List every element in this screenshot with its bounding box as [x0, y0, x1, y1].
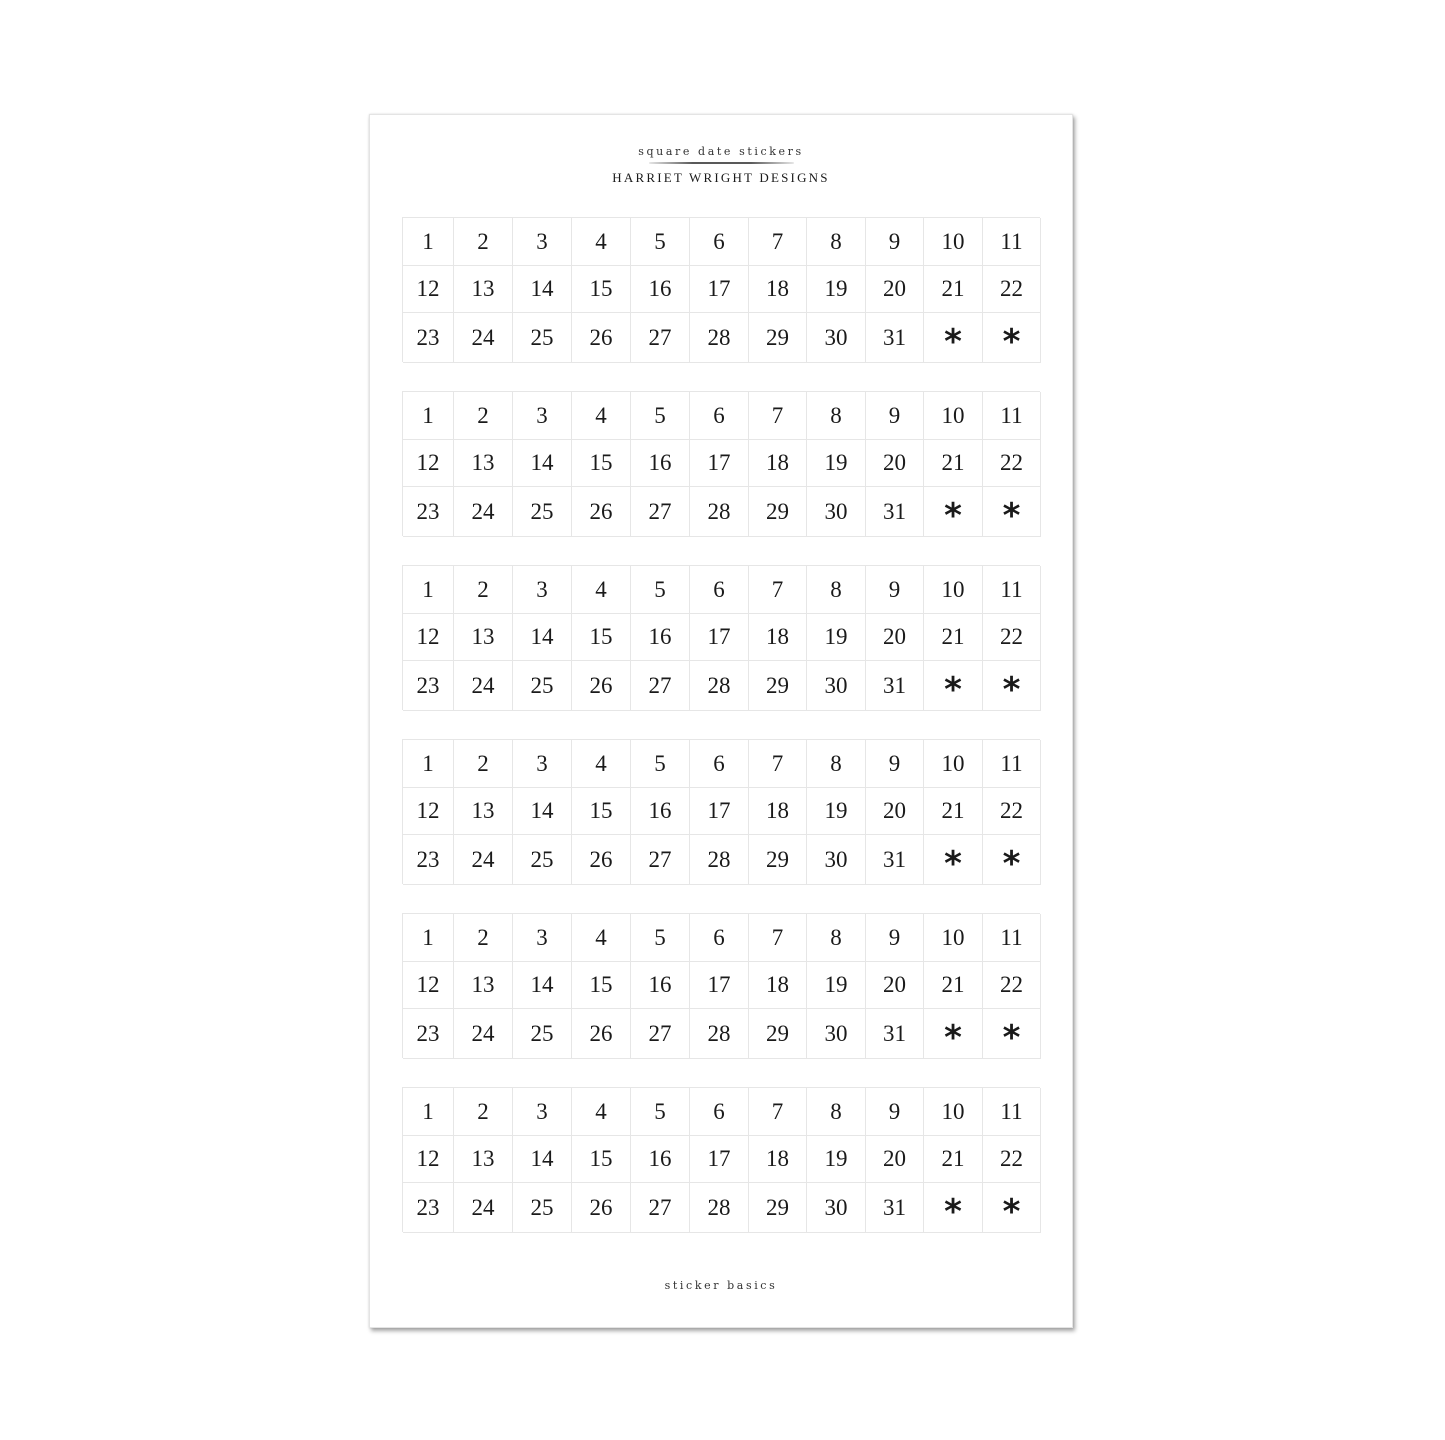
date-sticker: 24: [454, 313, 513, 363]
date-sticker: 12: [403, 1136, 454, 1183]
date-sticker: 29: [749, 661, 807, 711]
date-sticker: 8: [807, 392, 866, 440]
date-sticker: 8: [807, 914, 866, 962]
date-sticker: 26: [572, 661, 631, 711]
date-sticker: 10: [924, 740, 983, 788]
date-sticker: 21: [924, 266, 983, 313]
date-sticker: 4: [572, 392, 631, 440]
date-sticker: 19: [807, 1136, 866, 1183]
date-sticker: 13: [454, 962, 513, 1009]
date-sticker: 26: [572, 835, 631, 885]
date-sticker: 9: [866, 1088, 924, 1136]
date-sticker: 14: [513, 788, 572, 835]
date-sticker: 3: [513, 566, 572, 614]
brand-name: HARRIET WRIGHT DESIGNS: [612, 170, 830, 185]
date-sticker: 17: [690, 1136, 749, 1183]
date-sticker: 31: [866, 1183, 924, 1233]
date-sticker: 20: [866, 614, 924, 661]
date-sticker: 17: [690, 962, 749, 1009]
date-sticker-block: [402, 565, 1040, 710]
date-sticker: 25: [513, 835, 572, 885]
date-sticker: 20: [866, 1136, 924, 1183]
date-sticker-block: [402, 739, 1040, 884]
date-sticker: 12: [403, 614, 454, 661]
date-sticker: 16: [631, 614, 690, 661]
date-sticker: 4: [572, 740, 631, 788]
date-sticker: 26: [572, 313, 631, 363]
date-sticker: 26: [572, 487, 631, 537]
date-sticker: 6: [690, 218, 749, 266]
date-sticker: 5: [631, 392, 690, 440]
date-sticker: 28: [690, 661, 749, 711]
date-sticker: 3: [513, 914, 572, 962]
date-sticker: 1: [403, 566, 454, 614]
date-sticker: 28: [690, 487, 749, 537]
asterisk-sticker: *: [983, 835, 1041, 885]
date-sticker: 31: [866, 835, 924, 885]
date-sticker: 3: [513, 1088, 572, 1136]
date-sticker: 31: [866, 487, 924, 537]
asterisk-sticker: *: [924, 1183, 983, 1233]
date-sticker: 7: [749, 914, 807, 962]
date-sticker: 30: [807, 1183, 866, 1233]
date-sticker: 1: [403, 914, 454, 962]
date-sticker: 15: [572, 788, 631, 835]
date-sticker: 14: [513, 1136, 572, 1183]
date-sticker: 31: [866, 1009, 924, 1059]
date-sticker: 20: [866, 440, 924, 487]
date-sticker: 3: [513, 218, 572, 266]
date-sticker: 17: [690, 266, 749, 313]
date-sticker: 12: [403, 962, 454, 1009]
date-sticker-block: [402, 217, 1040, 362]
date-sticker: 4: [572, 914, 631, 962]
date-sticker: 7: [749, 740, 807, 788]
date-sticker-block: [402, 913, 1040, 1058]
date-sticker: 13: [454, 1136, 513, 1183]
asterisk-sticker: *: [924, 313, 983, 363]
date-sticker: 17: [690, 614, 749, 661]
date-sticker: 14: [513, 962, 572, 1009]
date-sticker: 2: [454, 914, 513, 962]
date-sticker: 20: [866, 788, 924, 835]
date-sticker: 15: [572, 962, 631, 1009]
date-sticker: 14: [513, 440, 572, 487]
date-sticker: 6: [690, 566, 749, 614]
date-sticker: 26: [572, 1009, 631, 1059]
date-sticker: 31: [866, 661, 924, 711]
asterisk-sticker: *: [924, 661, 983, 711]
sheet-subtitle: square date stickers: [638, 145, 804, 158]
date-sticker: 29: [749, 835, 807, 885]
date-sticker: 25: [513, 1009, 572, 1059]
date-sticker: 9: [866, 566, 924, 614]
date-sticker: 25: [513, 661, 572, 711]
date-sticker: 10: [924, 392, 983, 440]
date-sticker: 12: [403, 266, 454, 313]
date-sticker: 11: [983, 218, 1041, 266]
date-sticker: 13: [454, 614, 513, 661]
date-sticker: 6: [690, 1088, 749, 1136]
date-sticker: 4: [572, 566, 631, 614]
date-sticker: 29: [749, 1009, 807, 1059]
asterisk-sticker: *: [983, 1183, 1041, 1233]
date-sticker: 17: [690, 788, 749, 835]
asterisk-sticker: *: [983, 661, 1041, 711]
date-sticker: 23: [403, 1183, 454, 1233]
date-sticker: 15: [572, 614, 631, 661]
asterisk-sticker: *: [983, 487, 1041, 537]
date-sticker: 15: [572, 440, 631, 487]
date-sticker: 24: [454, 487, 513, 537]
date-sticker: 29: [749, 1183, 807, 1233]
date-sticker: 30: [807, 313, 866, 363]
date-sticker: 14: [513, 614, 572, 661]
date-sticker: 2: [454, 392, 513, 440]
date-sticker: 6: [690, 392, 749, 440]
date-sticker: 18: [749, 1136, 807, 1183]
date-sticker-block: [402, 391, 1040, 536]
date-sticker: 27: [631, 835, 690, 885]
date-sticker: 23: [403, 661, 454, 711]
date-sticker: 16: [631, 788, 690, 835]
date-sticker: 21: [924, 788, 983, 835]
date-sticker: 23: [403, 487, 454, 537]
date-sticker: 20: [866, 266, 924, 313]
date-sticker: 1: [403, 218, 454, 266]
date-sticker: 5: [631, 566, 690, 614]
asterisk-sticker: *: [983, 313, 1041, 363]
date-sticker: 13: [454, 788, 513, 835]
date-sticker: 19: [807, 266, 866, 313]
date-sticker: 2: [454, 566, 513, 614]
date-sticker: 18: [749, 788, 807, 835]
date-sticker: 21: [924, 614, 983, 661]
date-sticker: 24: [454, 1009, 513, 1059]
date-sticker: 8: [807, 740, 866, 788]
date-sticker: 30: [807, 1009, 866, 1059]
date-sticker: 11: [983, 740, 1041, 788]
date-sticker: 28: [690, 835, 749, 885]
date-sticker: 16: [631, 1136, 690, 1183]
date-sticker: 1: [403, 392, 454, 440]
date-sticker: 21: [924, 962, 983, 1009]
sheet-footer: sticker basics: [664, 1279, 778, 1292]
date-sticker: 3: [513, 740, 572, 788]
date-sticker: 3: [513, 392, 572, 440]
date-sticker: 27: [631, 1009, 690, 1059]
date-sticker: 2: [454, 740, 513, 788]
date-sticker: 5: [631, 914, 690, 962]
date-sticker: 19: [807, 440, 866, 487]
date-sticker: 5: [631, 218, 690, 266]
date-sticker: 9: [866, 740, 924, 788]
date-sticker: 25: [513, 313, 572, 363]
date-sticker: 29: [749, 487, 807, 537]
date-sticker: 13: [454, 440, 513, 487]
date-sticker: 19: [807, 788, 866, 835]
date-sticker: 29: [749, 313, 807, 363]
date-sticker: 24: [454, 835, 513, 885]
date-sticker: 4: [572, 218, 631, 266]
asterisk-sticker: *: [924, 1009, 983, 1059]
date-sticker: 11: [983, 1088, 1041, 1136]
date-sticker: 18: [749, 440, 807, 487]
date-sticker: 18: [749, 266, 807, 313]
date-sticker: 28: [690, 1009, 749, 1059]
date-sticker: 22: [983, 962, 1041, 1009]
date-sticker: 24: [454, 1183, 513, 1233]
date-sticker: 22: [983, 266, 1041, 313]
date-sticker: 15: [572, 266, 631, 313]
date-sticker: 25: [513, 487, 572, 537]
date-sticker: 12: [403, 788, 454, 835]
date-sticker: 10: [924, 914, 983, 962]
date-sticker: 2: [454, 1088, 513, 1136]
date-sticker: 11: [983, 392, 1041, 440]
date-sticker: 9: [866, 218, 924, 266]
date-sticker: 11: [983, 914, 1041, 962]
date-sticker: 27: [631, 313, 690, 363]
date-sticker: 7: [749, 218, 807, 266]
date-sticker: 7: [749, 1088, 807, 1136]
date-sticker: 5: [631, 740, 690, 788]
date-sticker: 23: [403, 313, 454, 363]
date-sticker: 24: [454, 661, 513, 711]
date-sticker: 15: [572, 1136, 631, 1183]
date-sticker: 7: [749, 566, 807, 614]
date-sticker: 14: [513, 266, 572, 313]
date-sticker: 23: [403, 1009, 454, 1059]
date-sticker: 26: [572, 1183, 631, 1233]
date-sticker: 8: [807, 1088, 866, 1136]
asterisk-sticker: *: [983, 1009, 1041, 1059]
date-sticker: 19: [807, 962, 866, 1009]
asterisk-sticker: *: [924, 487, 983, 537]
date-sticker: 10: [924, 566, 983, 614]
date-sticker: 16: [631, 962, 690, 1009]
date-sticker: 1: [403, 1088, 454, 1136]
date-sticker: 10: [924, 218, 983, 266]
date-sticker: 22: [983, 440, 1041, 487]
date-sticker: 6: [690, 740, 749, 788]
date-sticker-block: [402, 1087, 1040, 1232]
date-sticker: 17: [690, 440, 749, 487]
date-sticker: 5: [631, 1088, 690, 1136]
date-sticker: 30: [807, 487, 866, 537]
asterisk-sticker: *: [924, 835, 983, 885]
date-sticker: 7: [749, 392, 807, 440]
date-sticker: 21: [924, 440, 983, 487]
date-sticker: 18: [749, 614, 807, 661]
date-sticker: 11: [983, 566, 1041, 614]
date-sticker: 8: [807, 566, 866, 614]
date-sticker: 8: [807, 218, 866, 266]
date-sticker: 22: [983, 788, 1041, 835]
date-sticker: 13: [454, 266, 513, 313]
date-sticker: 22: [983, 614, 1041, 661]
date-sticker: 23: [403, 835, 454, 885]
date-sticker: 20: [866, 962, 924, 1009]
date-sticker: 28: [690, 1183, 749, 1233]
date-sticker: 27: [631, 1183, 690, 1233]
date-sticker: 31: [866, 313, 924, 363]
date-sticker: 12: [403, 440, 454, 487]
date-sticker: 16: [631, 440, 690, 487]
date-sticker: 9: [866, 914, 924, 962]
date-sticker: 21: [924, 1136, 983, 1183]
date-sticker: 30: [807, 661, 866, 711]
date-sticker: 25: [513, 1183, 572, 1233]
date-sticker: 27: [631, 487, 690, 537]
date-sticker: 16: [631, 266, 690, 313]
title-divider: [649, 162, 794, 164]
sticker-sheet: [369, 114, 1073, 1328]
date-sticker: 19: [807, 614, 866, 661]
date-sticker: 6: [690, 914, 749, 962]
date-sticker: 2: [454, 218, 513, 266]
date-sticker: 9: [866, 392, 924, 440]
date-sticker: 22: [983, 1136, 1041, 1183]
date-sticker: 4: [572, 1088, 631, 1136]
date-sticker: 1: [403, 740, 454, 788]
date-sticker: 27: [631, 661, 690, 711]
date-sticker: 10: [924, 1088, 983, 1136]
date-sticker: 18: [749, 962, 807, 1009]
date-sticker: 28: [690, 313, 749, 363]
date-sticker: 30: [807, 835, 866, 885]
